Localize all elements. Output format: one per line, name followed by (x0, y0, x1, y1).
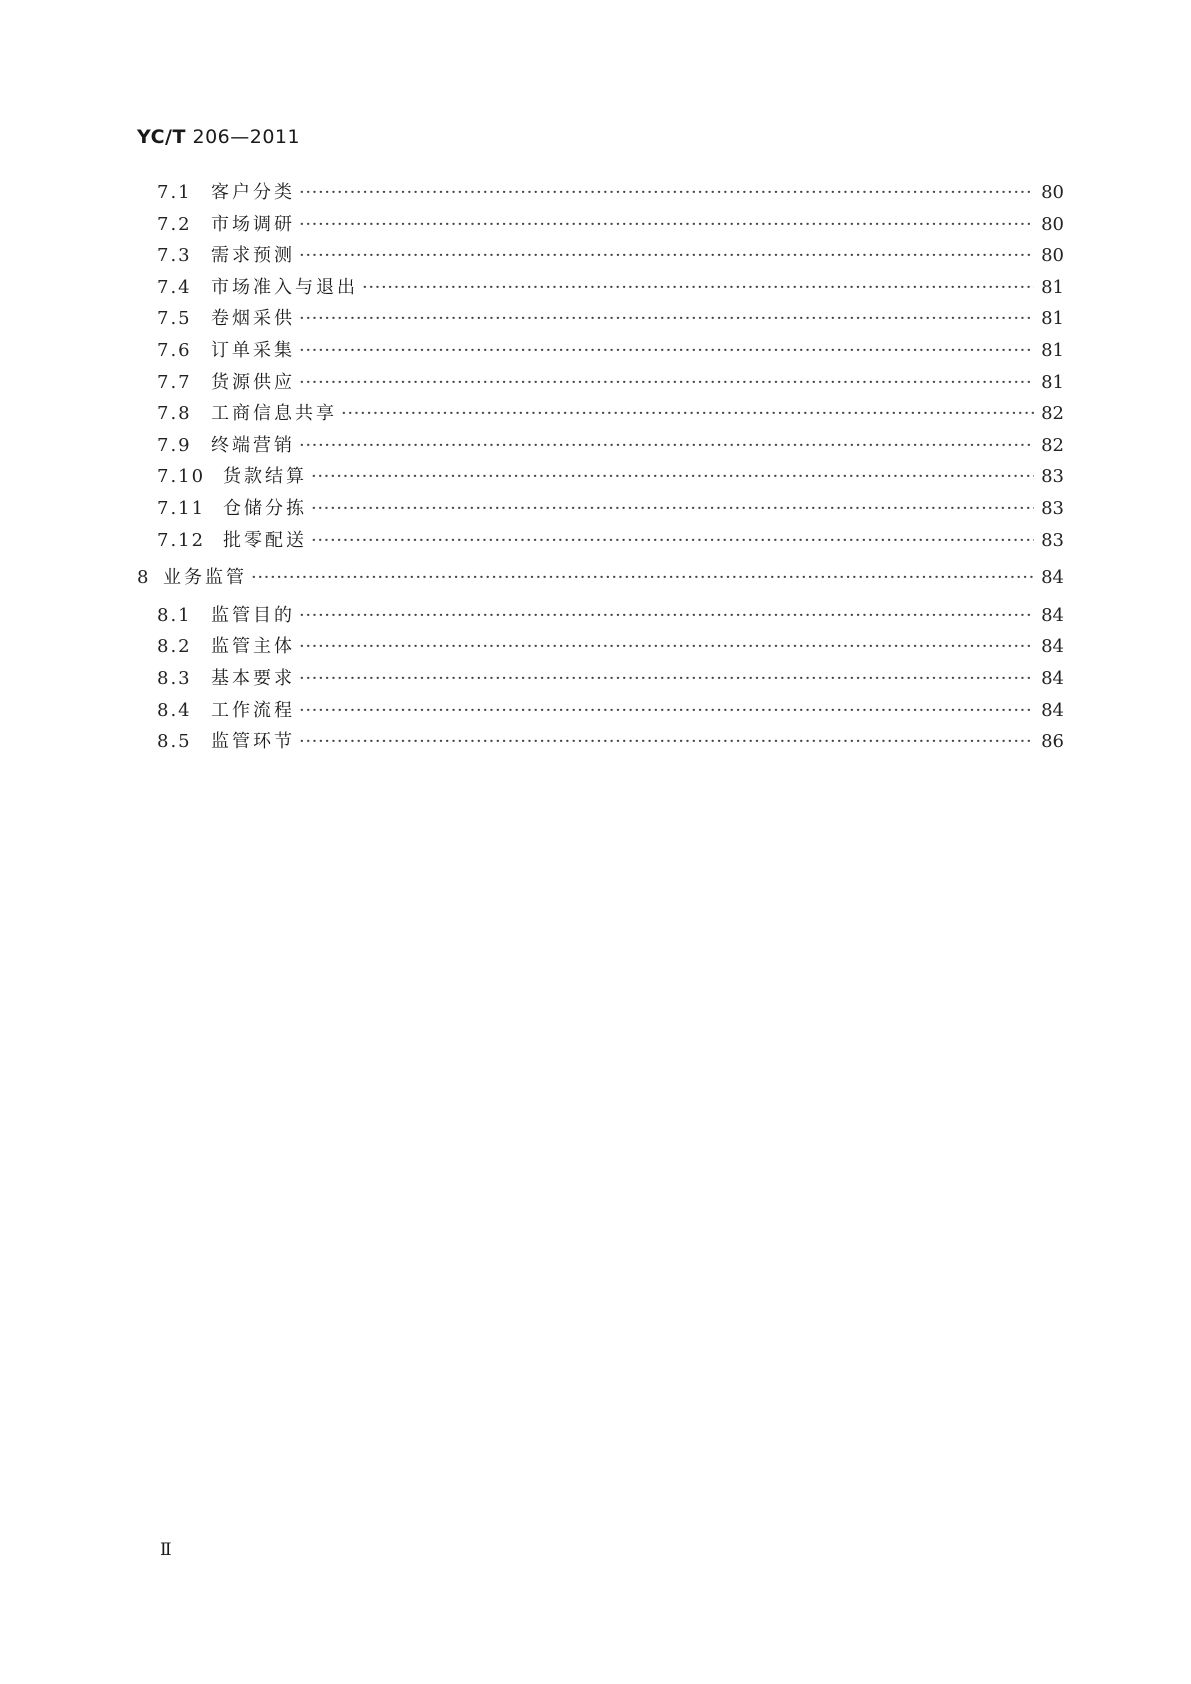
toc-entry-title: 客户分类 (211, 182, 295, 203)
toc-entry-title: 订单采集 (211, 339, 295, 361)
toc-entry-page: 81 (1041, 339, 1064, 361)
toc-entry-title: 货款结算 (223, 466, 307, 488)
toc-entry-title: 需求预测 (211, 245, 295, 267)
toc-entry[interactable] (137, 696, 1064, 728)
toc-entry-title: 监管主体 (211, 636, 295, 658)
dot-leader (299, 668, 1034, 689)
toc-entry[interactable] (137, 304, 1064, 336)
toc-entry-number: 8.3 (157, 667, 192, 689)
toc-entry-number: 7.3 (157, 245, 192, 267)
toc-entry-title: 仓储分拣 (223, 497, 307, 519)
dot-leader (299, 731, 1034, 752)
dot-leader (311, 530, 1034, 551)
table-of-contents (137, 178, 1064, 759)
dot-leader (341, 403, 1034, 424)
toc-entry-number: 7.8 (157, 403, 192, 425)
toc-entry-number: 7.1 (157, 182, 192, 203)
toc-entry-page: 86 (1041, 731, 1064, 753)
dot-leader (299, 214, 1034, 235)
toc-entry-number: 7.5 (157, 308, 192, 330)
toc-entry-number: 7.10 (157, 466, 206, 488)
toc-entry[interactable] (137, 210, 1064, 242)
toc-entry[interactable] (137, 632, 1064, 664)
standard-number: 206—2011 (192, 126, 301, 148)
toc-entry-title: 监管目的 (211, 604, 295, 626)
toc-entry-title: 市场调研 (211, 213, 295, 235)
toc-entry-title: 工作流程 (211, 699, 295, 721)
toc-entry-page: 84 (1041, 604, 1064, 626)
toc-entry[interactable] (137, 601, 1064, 633)
toc-entry-number: 7.11 (157, 497, 206, 519)
toc-entry-title: 监管环节 (211, 731, 295, 753)
page-number: Ⅱ (160, 1540, 172, 1560)
toc-entry[interactable] (137, 462, 1064, 494)
toc-entry-page: 82 (1041, 434, 1064, 456)
dot-leader (311, 498, 1034, 519)
dot-leader (299, 182, 1034, 203)
toc-entry-page: 80 (1041, 245, 1064, 267)
toc-entry-number: 7.4 (157, 276, 192, 298)
toc-entry-page: 82 (1041, 403, 1064, 425)
toc-entry[interactable] (137, 664, 1064, 696)
dot-leader (299, 636, 1034, 657)
toc-entry-number: 8.4 (157, 699, 192, 721)
toc-entry-number: 8.5 (157, 731, 192, 753)
toc-entry-title: 卷烟采供 (211, 308, 295, 330)
toc-entry-title: 工商信息共享 (211, 403, 337, 425)
toc-entry-number: 8.1 (157, 604, 192, 626)
toc-entry[interactable] (137, 494, 1064, 526)
toc-entry-number: 8 (137, 567, 151, 589)
toc-entry-number: 7.12 (157, 529, 206, 551)
toc-entry-number: 7.2 (157, 213, 192, 235)
toc-entry-title: 市场准入与退出 (211, 276, 358, 298)
toc-entry-page: 83 (1041, 497, 1064, 519)
standard-code: YC/T (137, 126, 186, 148)
toc-entry-page: 81 (1041, 371, 1064, 393)
dot-leader (311, 466, 1034, 487)
toc-entry-page: 84 (1041, 636, 1064, 658)
toc-entry-page: 81 (1041, 276, 1064, 298)
toc-entry-page: 84 (1041, 699, 1064, 721)
toc-entry[interactable] (137, 336, 1064, 368)
toc-entry-page: 80 (1041, 213, 1064, 235)
toc-entry-page: 80 (1041, 182, 1064, 203)
dot-leader (299, 340, 1034, 361)
toc-entry[interactable] (137, 399, 1064, 431)
toc-entry[interactable] (137, 178, 1064, 210)
document-header (137, 126, 300, 148)
dot-leader (299, 435, 1034, 456)
dot-leader (299, 372, 1034, 393)
toc-entry-number: 7.6 (157, 339, 192, 361)
toc-entry[interactable] (137, 273, 1064, 305)
dot-leader (251, 567, 1034, 588)
toc-entry-title: 批零配送 (223, 529, 307, 551)
toc-entry-page: 83 (1041, 466, 1064, 488)
toc-entry[interactable] (137, 368, 1064, 400)
dot-leader (362, 277, 1034, 298)
toc-entry-number: 7.7 (157, 371, 192, 393)
toc-entry[interactable] (137, 526, 1064, 558)
toc-entry[interactable] (137, 727, 1064, 759)
toc-entry-title: 业务监管 (163, 567, 247, 589)
toc-entry[interactable] (137, 431, 1064, 463)
toc-chapter-entry[interactable] (137, 563, 1064, 595)
toc-entry[interactable] (137, 241, 1064, 273)
dot-leader (299, 605, 1034, 626)
toc-entry-title: 终端营销 (211, 434, 295, 456)
toc-entry-title: 基本要求 (211, 667, 295, 689)
toc-entry-number: 7.9 (157, 434, 192, 456)
dot-leader (299, 308, 1034, 329)
dot-leader (299, 700, 1034, 721)
toc-entry-page: 81 (1041, 308, 1064, 330)
dot-leader (299, 245, 1034, 266)
toc-entry-number: 8.2 (157, 636, 192, 658)
toc-entry-page: 84 (1041, 667, 1064, 689)
toc-entry-page: 84 (1041, 567, 1064, 589)
toc-entry-page: 83 (1041, 529, 1064, 551)
toc-entry-title: 货源供应 (211, 371, 295, 393)
